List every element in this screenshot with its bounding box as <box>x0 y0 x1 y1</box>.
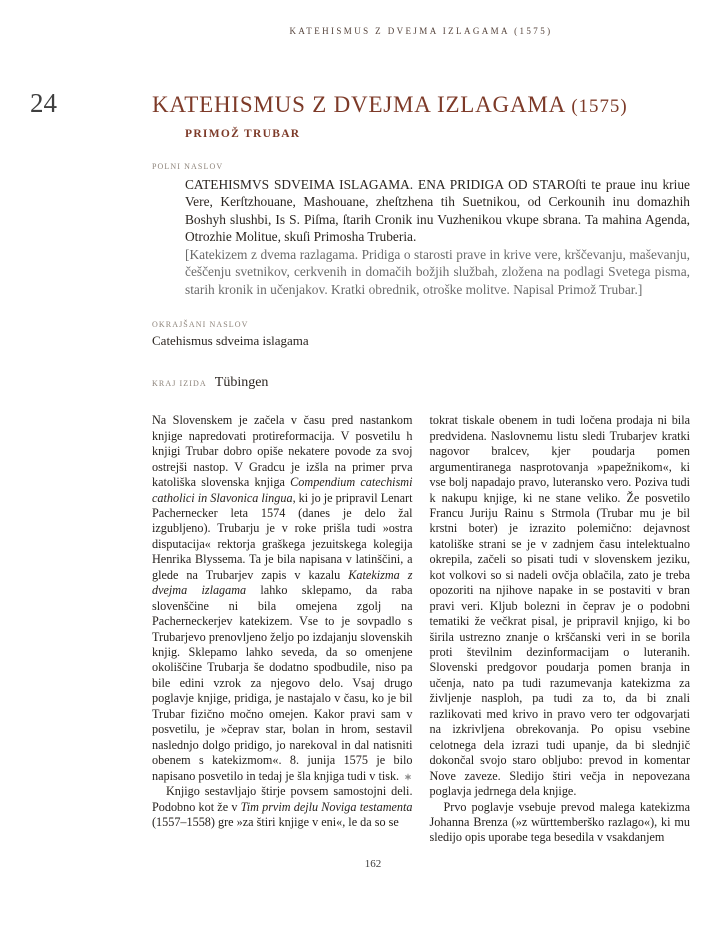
entry-number: 24 <box>30 88 57 118</box>
field-label-short-title: OKRAJŠANI NASLOV <box>152 320 249 330</box>
place-of-publication-row <box>152 373 690 391</box>
body-text-run: Prvo poglavje vsebuje prevod malega katekizma Johanna Brenza (»z württemberško razlago«), ki mu sledijo opis uporabe tega besedila v vsakdanjem <box>429 799 690 845</box>
entry-title-year: (1575) <box>571 96 628 117</box>
body-column-right <box>430 413 691 846</box>
full-title-original: CATEHISMVS SDVEIMA ISLAGAMA. ENA PRIDIGA OD STAROſti te praue inu kriue Vere, Kerſtzhouane, Mashouane, zheſtzhena tih Suetnikou, od Cerkounih inu domazhih Boshyh slushbi, Is S. Piſma, ſtarih Cronik inu Vuzhenikou vkupe sbrana. Ta mahina Agenda, Otrozhie Molitue, skuſi Primosha Truberia. <box>185 176 690 245</box>
short-title-value: Catehismus sdveima islagama <box>152 333 309 349</box>
body-text-run: lahko sklepamo, da raba slovenščine ni bila omejena zgolj na Pacherneckerjev katekizem. Vse to je sovpadlo s Trubarjevo prenovljeno željo po izdajanju slovenskih knjig. Sklepamo lahko seveda, da so omenjene okoliščine Trubarja še dodatno spodbudile, niso pa bile edini vzrok za njegovo delo. Vsaj drugo poglavje knjige, pridiga, je nastajalo v času, ko je bil Trubar fizično močno omejen. Kakor pravi sam v posvetilu, je »čeprav star, bolan in hrom, sestavil naslednjo dolgo pridigo, jo narekoval in dal natisniti obenem s katekizmom«. 8. junija 1575 je bilo napisano posvetilo in tedaj je šla knjiga tudi v tisk. <box>152 583 413 783</box>
page-number: 162 <box>364 858 382 870</box>
place-value: Tübingen <box>214 375 269 391</box>
body-text-italic: Katekizma z dvejma izlagama <box>152 567 413 598</box>
body-text-italic: Tim prvim dejlu Noviga testamenta <box>240 799 413 814</box>
entry-author: PRIMOŽ TRUBAR <box>185 127 301 140</box>
field-label-place: KRAJ IZIDA <box>152 379 207 389</box>
body-text <box>152 413 690 846</box>
body-paragraph <box>152 413 413 784</box>
entry-content <box>152 92 690 846</box>
body-text-italic: Compendium catechismi catholici in Slavonica lingua <box>152 475 413 505</box>
body-text-run: , ki jo je pripravil Lenart Pachernecker leta 1574 (danes je delo žal izgubljeno). Trubarju je v roke prišla tudi »ostra disputacija« rektorja graškega jezuitskega kolegija Henrika Blyssema. Ta je bila napisana v latinščini, a glede na Trubarjev zapis v kazalu <box>152 490 413 582</box>
full-title-translation: [Katekizem z dvema razlagama. Pridiga o starosti prave in krive vere, krščevanju, maševanju, češčenju svetnikov, cerkvenih in domačih božjih službah, zložena na podlagi Svetega pisma, starih kronik in učenjakov. Kratki obrednik, otroške molitve. Napisal Primož Trubar.] <box>185 246 690 297</box>
flower-asterisk-ornament-icon <box>404 769 412 783</box>
body-text-run: tokrat tiskale obenem in tudi ločena prodaja ni bila predvidena. Naslovnemu listu sledi Trubarjev kratki nagovor bralcev, kjer poudarja pomen argumentiranega nasprotovanja »papežnikom«, ki vse bolj napadajo pravo, luteransko vero. Poziva tudi k nakupu knjige, ki ne stane veliko. Že posvetilo Francu Juriju Rainu s Strmola (Trubar mu je bil krstni boter) je izrazito polemično: dejavnost katoliške strani se je v zadnjem času intelektualno okrepila, začeli so pisati tudi v slovenskem jeziku, kot volkovi so si nadeli ovčja oblačila, zato je treba opozoriti na njihove napake in se postaviti v bran pravi veri. Kljub bolezni in čeprav je o podobni tematiki že večkrat pisal, je pripravil knjigo, ki bo širila ustrezno znanje o krščanski veri in se borila proti številnim dezinformacijam o luteranih. Slovenski predgovor poudarja pomen branja in učenja, nato pa tudi razumevanja katekizma za življenje nasploh, pa tudi za to, da bi znali razlikovati med krivo in pravo vero ter odgovarjati na izkrivljena obrekovanja. Po opisu vsebine celotnega dela izrazi tudi upanje, da bi slednjič dokončal svojo staro obljubo: prevod in komentar Nove zaveze. Sledijo štiri večja in nepovezana poglavja jedrnega dela knjige. <box>429 413 690 799</box>
body-paragraph <box>430 800 691 846</box>
body-paragraph <box>152 784 413 830</box>
running-header: KATEHISMUS Z DVEJMA IZLAGAMA (1575) <box>289 26 553 36</box>
body-text-run: Knjigo sestavljajo štirje povsem samostojni deli. Podobno kot že v <box>152 784 413 814</box>
body-text-run: (1557–1558) gre »za štiri knjige v eni«, le da so se <box>152 815 399 830</box>
entry-title-main: KATEHISMUS Z DVEJMA IZLAGAMA <box>152 92 565 117</box>
body-text-run: Na Slovenskem je začela v času pred nastankom knjige napredovati protireformacija. V posvetilu h knjigi Trubar dobro opiše nekatere povode za svoj ostrejši nastop. V Gradcu je izšla na primer prva katoliška slovenska knjiga <box>152 413 413 490</box>
field-label-full-title: POLNI NASLOV <box>152 161 224 171</box>
body-column-left <box>152 413 413 846</box>
entry-title <box>152 92 690 118</box>
body-paragraph <box>430 413 691 799</box>
